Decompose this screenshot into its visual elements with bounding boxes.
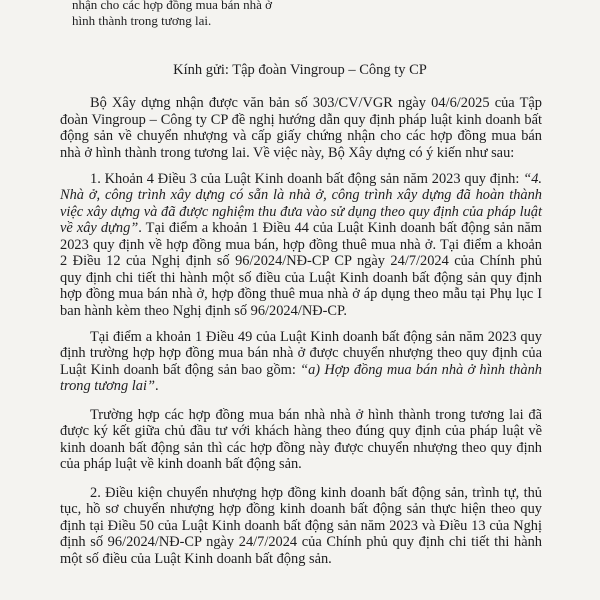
paragraph-section-1 [60, 171, 542, 320]
paragraph-transfer-case: Trường hợp các hợp đồng mua bán nhà nhà ở hình thành trong tương lai đã được ký kết giữa chủ đầu tư với khách hàng theo đúng quy định của pháp luật về kinh doanh bất động sản thì các hợp đồng này được chuyển nhượng theo quy định của pháp luật về kinh doanh bất động sản. [60, 406, 542, 472]
quote-point-a: “a) Hợp đồng mua bán nhà ở hình thành trong tương lai” [60, 361, 542, 394]
paragraph-section-2: 2. Điều kiện chuyển nhượng hợp đồng kinh doanh bất động sản, trình tự, thủ tục, hồ sơ chuyển nhượng hợp đồng kinh doanh bất động sản thực hiện theo quy định tại Điều 50 của Luật Kinh doanh bất động sản năm 2023 và Điều 13 của Nghị định số 96/2024/NĐ-CP ngày 24/7/2024 của Chính phủ quy định chi tiết thi hành một số điều của Luật Kinh doanh bất động sản. [60, 484, 542, 567]
header-line-1: nhận cho các hợp đồng mua bán nhà ở [72, 0, 273, 12]
header-line-2: hình thành trong tương lai. [72, 13, 212, 28]
paragraph-section-1-lead: 1. Khoản 4 Điều 3 của Luật Kinh doanh bất động sản năm 2023 quy định: [90, 170, 524, 187]
quote-clause-4: “4. Nhà ở, công trình xây dựng có sẵn là nhà ở, công trình xây dựng đã hoàn thành việc xây dựng và đã được nghiệm thu đưa vào sử dụng theo quy định của pháp luật về xây dựng” [60, 170, 542, 236]
paragraph-article-49-end: . [154, 378, 159, 394]
paragraph-intro: Bộ Xây dựng nhận được văn bản số 303/CV/VGR ngày 04/6/2025 của Tập đoàn Vingroup – Công ty CP đề nghị hướng dẫn quy định pháp luật kinh doanh bất động sản về chuyển nhượng và cấp giấy chứng nhận cho các hợp đồng mua bán nhà ở hình thành trong tương lai. Về việc này, Bộ Xây dựng có ý kiến như sau: [60, 95, 542, 161]
paragraph-article-49-lead: Tại điểm a khoản 1 Điều 49 của Luật Kinh doanh bất động sản năm 2023 quy định trường hợp hợp đồng mua bán nhà ở được chuyển nhượng theo quy định của Luật Kinh doanh bất động sản bao gồm: [60, 328, 542, 378]
header-fragment [72, 0, 292, 29]
paragraph-section-1-rest: . Tại điểm a khoản 1 Điều 44 của Luật Kinh doanh bất động sản năm 2023 quy định về hợp đồng mua bán, hợp đồng thuê mua nhà ở. Tại điểm a khoản 2 Điều 12 của Nghị định số 96/2024/NĐ-CP CP ngày 24/7/2024 của Chính phủ quy định chi tiết thi hành một số điều của Luật Kinh doanh bất động sản quy định hợp đồng mua bán nhà ở, hợp đồng thuê mua nhà ở áp dụng theo mẫu tại Phụ lục I ban hành kèm theo Nghị định số 96/2024/NĐ-CP. [60, 220, 542, 319]
document-body [60, 95, 542, 577]
paragraph-article-49 [60, 329, 542, 395]
recipient-line: Kính gửi: Tập đoàn Vingroup – Công ty CP [173, 62, 427, 78]
